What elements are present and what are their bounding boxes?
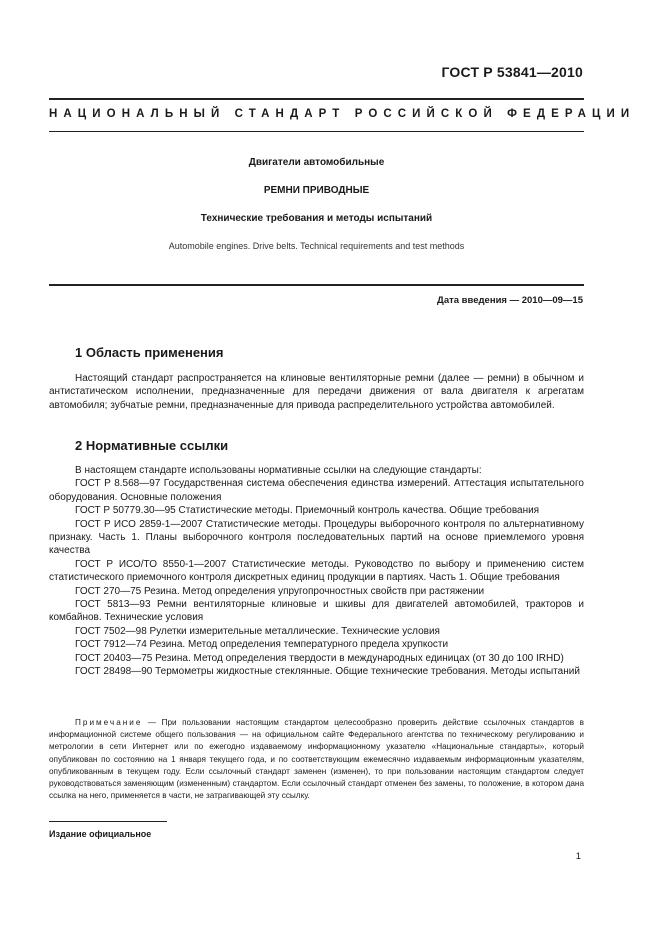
footer-rule [49, 821, 167, 822]
reference-item: ГОСТ 28498—90 Термометры жидкостные стеклянные. Общие технические требования. Методы испытаний [75, 666, 580, 678]
reference-item: ГОСТ 7502—98 Рулетки измерительные металлические. Технические условия [75, 625, 440, 637]
page-number: 1 [575, 851, 581, 862]
banner-rule [49, 131, 584, 132]
title-line-1: Двигатели автомобильные [248, 157, 385, 168]
title-rule [49, 284, 584, 286]
reference-item: ГОСТ 20403—75 Резина. Метод определения твердости в международных единицах (от 30 до 100 IRHD) [75, 652, 564, 664]
reference-item: ГОСТ Р 50779.30—95 Статистические методы. Приемочный контроль качества. Общие требования [75, 505, 540, 517]
standard-banner: НАЦИОНАЛЬНЫЙ СТАНДАРТ РОССИЙСКОЙ ФЕДЕРАЦИИ [49, 108, 636, 120]
reference-item: ГОСТ Р 8.568—97 Государственная система обеспечения единства измерений. Аттестация испытательного оборудования. Основные положения [49, 478, 584, 503]
title-line-3: Технические требования и методы испытаний [200, 213, 433, 224]
intro-date: Дата введения — 2010—09—15 [437, 295, 583, 306]
reference-item: ГОСТ 5813—93 Ремни вентиляторные клиновые и шкивы для двигателей автомобилей, тракторов и комбайнов. Технические условия [49, 599, 584, 624]
title-english: Automobile engines. Drive belts. Technical requirements and test methods [168, 241, 465, 251]
top-rule [49, 98, 584, 100]
references-intro: В настоящем стандарте использованы нормативные ссылки на следующие стандарты: [75, 465, 482, 476]
references-note [49, 717, 584, 802]
section-1-text: Настоящий стандарт распространяется на клиновые вентиляторные ремни (далее — ремни) в обычном и антистатическом исполнении, предназначенные для передачи движения от вала двигателя к агрегатам автомобиля; зубчатые ремни, предназначенные для привода распределительного устройства автомобилей. [49, 373, 584, 411]
note-label: Примечание [75, 718, 143, 727]
title-line-2: РЕМНИ ПРИВОДНЫЕ [263, 185, 370, 196]
reference-item: ГОСТ 270—75 Резина. Метод определения упругопрочностных свойств при растяжении [75, 585, 485, 597]
document-number: ГОСТ Р 53841—2010 [441, 64, 583, 80]
official-edition-label: Издание официальное [49, 829, 152, 839]
reference-item: ГОСТ 7912—74 Резина. Метод определения температурного предела хрупкости [75, 639, 449, 651]
reference-item: ГОСТ Р ИСО 2859-1—2007 Статистические методы. Процедуры выборочного контроля по альтернативному признаку. Часть 1. Планы выборочного контроля последовательных партий на основе приемлемого уровня качества [49, 518, 584, 557]
section-1-body [49, 372, 584, 412]
normative-references [49, 464, 584, 679]
note-text: — При пользовании настоящим стандартом целесообразно проверить действие ссылочных стандартов в информационной системе общего пользования — на официальном сайте Федерального агентства по техническому регулированию и метрологии в сети Интернет или по ежегодно издаваемому информационному указателю «Национальные стандарты», который опубликован по состоянию на 1 января текущего года, и по соответствующим ежемесячно издаваемым информационным указателям, опубликованным в текущем году. Если ссылочный стандарт заменен (изменен), то при пользовании настоящим стандартом следует руководствоваться заменяющим (измененным) стандартом. Если ссылочный стандарт отменен без замены, то положение, в котором дана ссылка на него, применяется в части, не затрагивающей эту ссылку. [49, 718, 584, 801]
section-1-heading: 1 Область применения [75, 345, 224, 360]
section-2-heading: 2 Нормативные ссылки [75, 438, 229, 453]
reference-item: ГОСТ Р ИСО/ТО 8550-1—2007 Статистические методы. Руководство по выбору и применению систем статистического приемочного контроля дискретных единиц продукции в партиях. Часть 1. Общие требования [49, 558, 584, 584]
